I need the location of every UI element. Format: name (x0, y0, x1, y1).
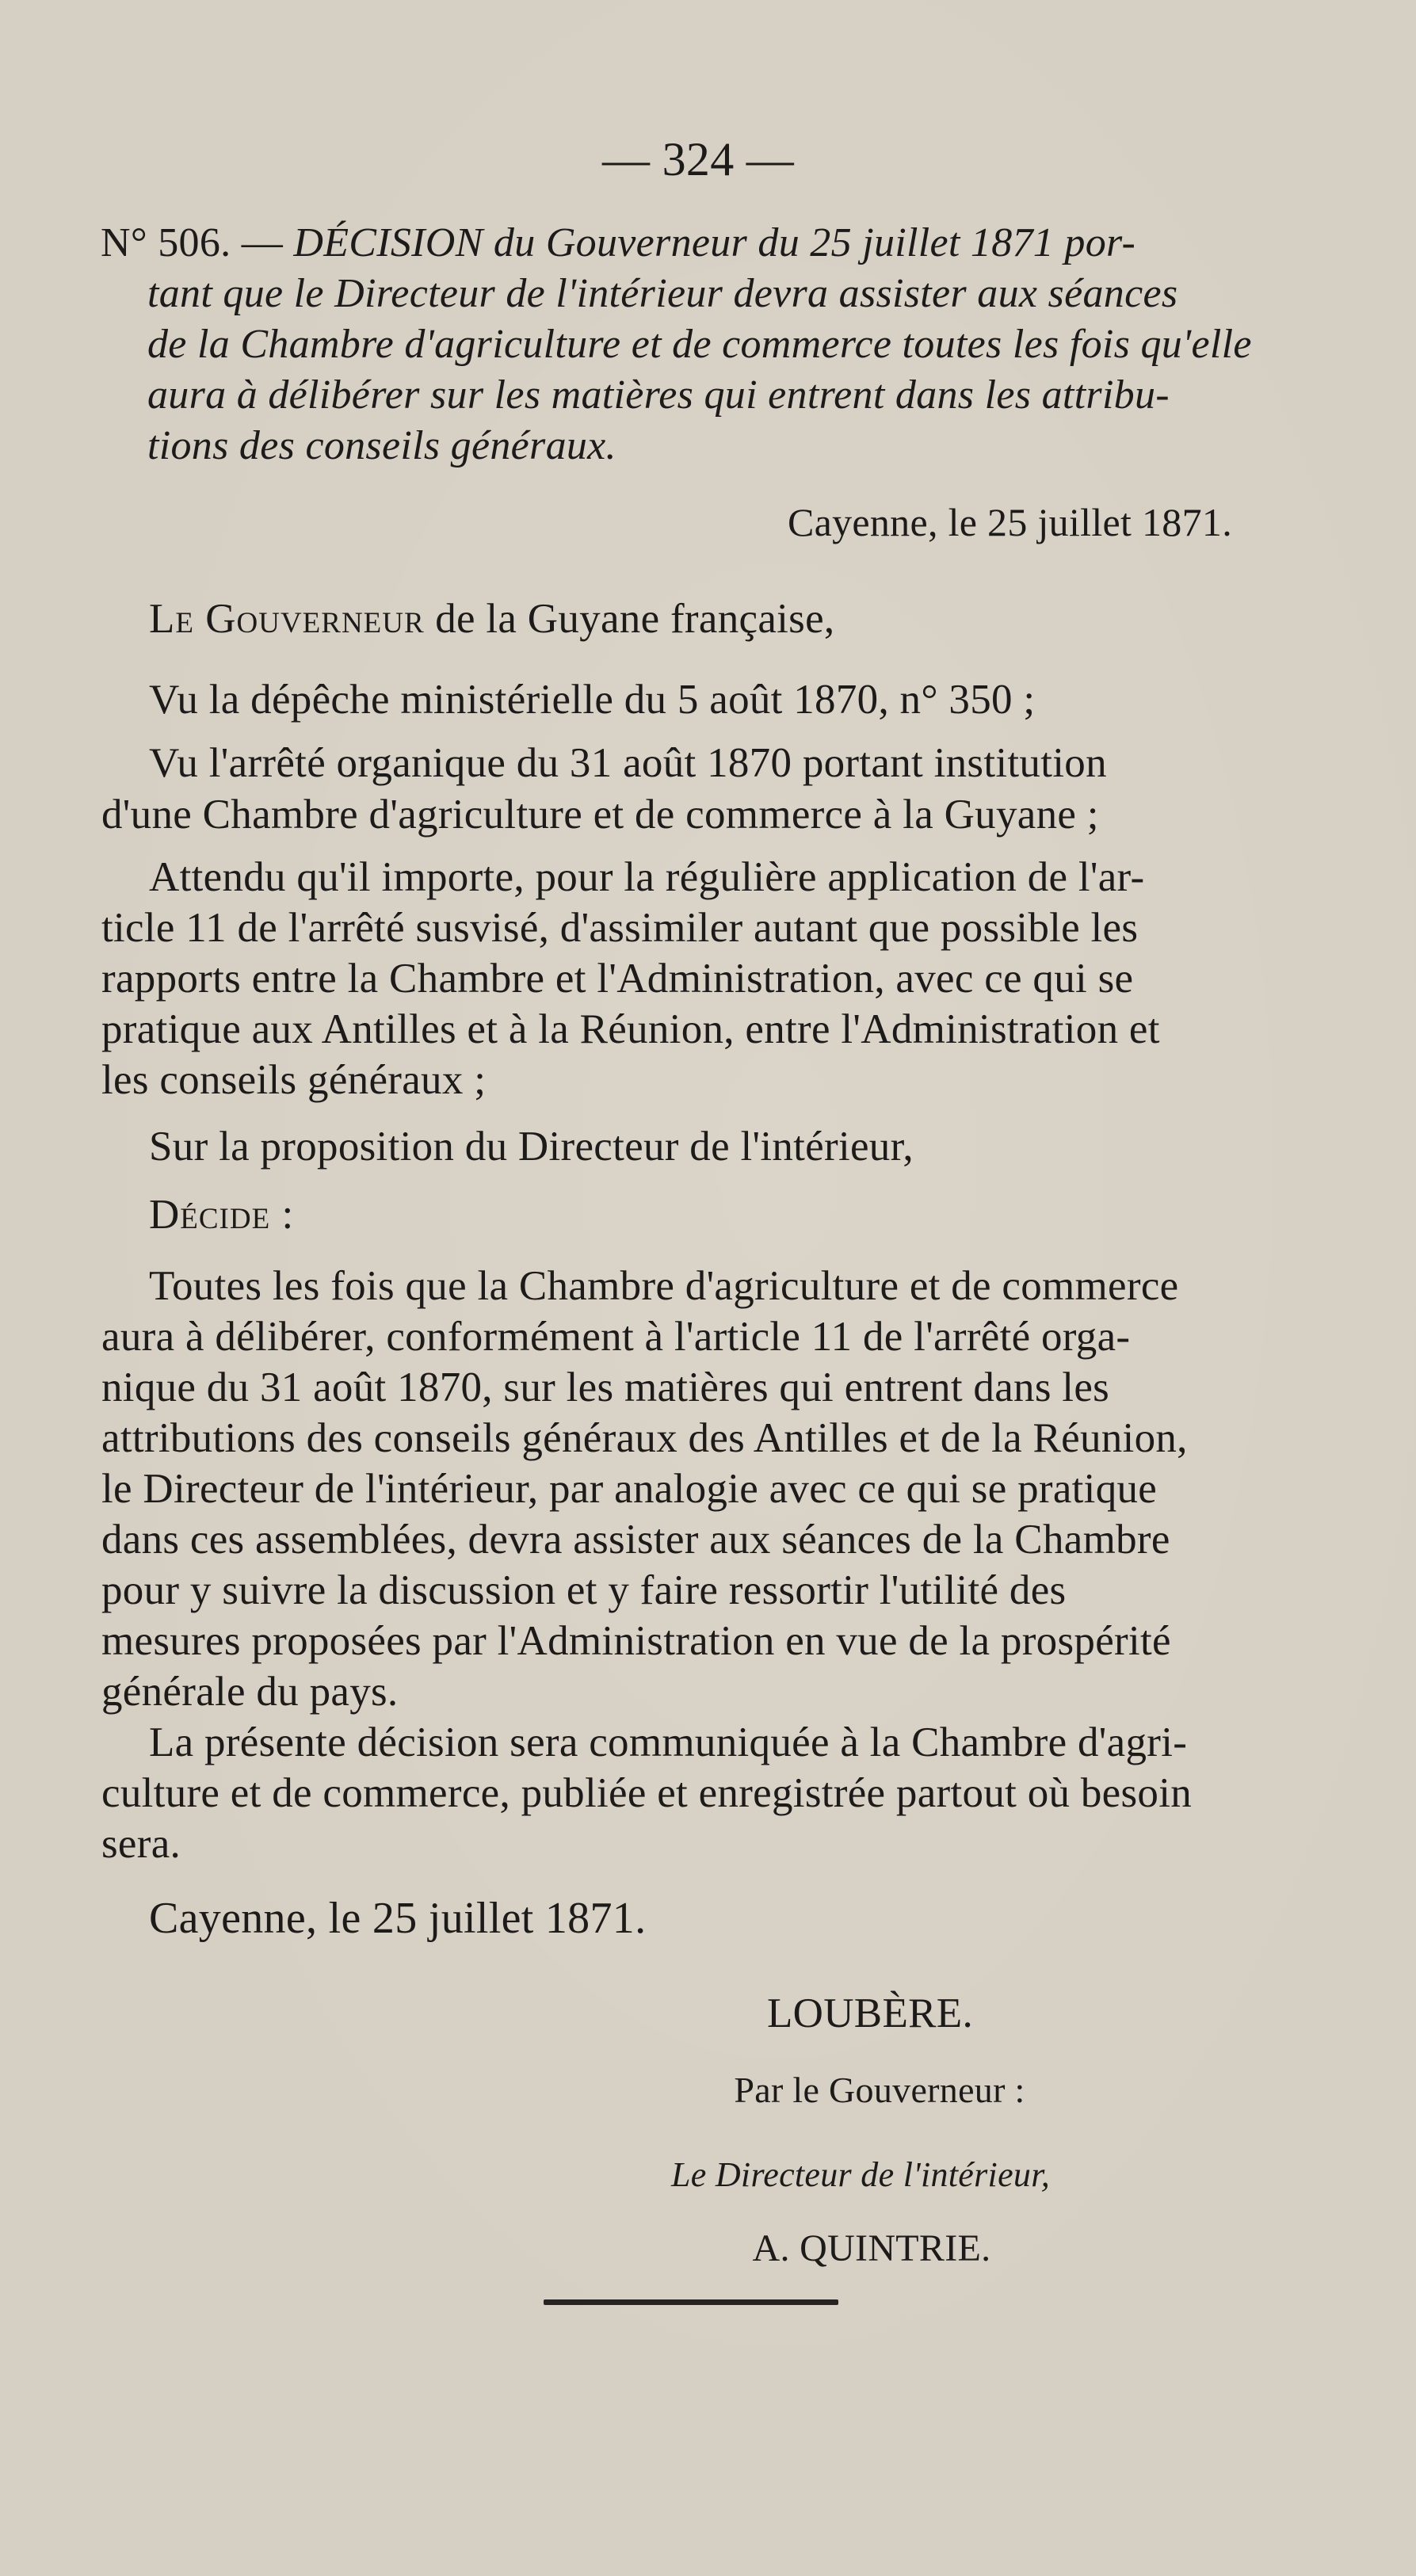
decision-number: N° 506. (101, 220, 231, 265)
opening-rest: de la Guyane française, (424, 596, 835, 642)
decision-title-line-4: aura à délibérer sur les matières qui entrent dans les attribu- (147, 372, 1170, 418)
decision-title-line-3: de la Chambre d'agriculture et de commerce toutes les fois qu'elle (147, 322, 1252, 367)
body-line-1: Vu la dépêche ministérielle du 5 août 1870, n° 350 ; (149, 677, 1036, 723)
decision-body-line-8: mesures proposées par l'Administration en vue de la prospérité (101, 1618, 1171, 1664)
decision-place-date: Cayenne, le 25 juillet 1871. (787, 500, 1232, 544)
decision-body-line-6: dans ces assemblées, devra assister aux séances de la Chambre (101, 1517, 1170, 1563)
body-line-8: les conseils généraux ; (101, 1057, 487, 1103)
body-line-2: Vu l'arrêté organique du 31 août 1870 portant institution (149, 740, 1107, 786)
body-line-9: Sur la proposition du Directeur de l'intérieur, (149, 1124, 914, 1170)
opening-line (149, 593, 834, 645)
decision-heading-line-1 (101, 217, 1305, 269)
body-line-4: Attendu qu'il importe, pour la régulière application de l'ar- (149, 854, 1145, 900)
decision-body-line-5: le Directeur de l'intérieur, par analogie avec ce qui se pratique (101, 1466, 1158, 1512)
decision-heading-dash: — (231, 220, 294, 265)
body-line-7: pratique aux Antilles et à la Réunion, entre l'Administration et (101, 1006, 1160, 1052)
closing-place-date: Cayenne, le 25 juillet 1871. (149, 1894, 647, 1943)
decision-title-line-2: tant que le Directeur de l'intérieur devra assister aux séances (147, 271, 1178, 316)
decision-body-line-10: La présente décision sera communiquée à la Chambre d'agri- (149, 1719, 1188, 1765)
decision-body-line-1: Toutes les fois que la Chambre d'agriculture et de commerce (149, 1263, 1179, 1309)
decision-title-line-5: tions des conseils généraux. (147, 423, 616, 468)
decide-heading: Décide : (149, 1192, 295, 1238)
decision-body-line-2: aura à délibérer, conformément à l'article 11 de l'arrêté orga- (101, 1314, 1131, 1360)
body-line-3: d'une Chambre d'agriculture et de commerce à la Guyane ; (101, 792, 1099, 838)
decision-title-line-1: DÉCISION du Gouverneur du 25 juillet 1871 por- (293, 220, 1136, 265)
director-name: A. QUINTRIE. (752, 2227, 991, 2269)
decision-body-line-9: générale du pays. (101, 1669, 399, 1715)
director-title: Le Directeur de l'intérieur, (670, 2155, 1051, 2194)
decision-body-line-7: pour y suivre la discussion et y faire ressortir l'utilité des (101, 1567, 1067, 1613)
governor-signature: LOUBÈRE. (766, 1990, 974, 2036)
body-line-5: ticle 11 de l'arrêté susvisé, d'assimiler autant que possible les (101, 905, 1139, 951)
page-number: — 324 — (602, 133, 795, 185)
body-line-6: rapports entre la Chambre et l'Administration, avec ce qui se (101, 956, 1134, 1002)
decision-body-line-3: nique du 31 août 1870, sur les matières qui entrent dans les (101, 1364, 1110, 1410)
decision-body-line-11: culture et de commerce, publiée et enregistrée partout où besoin (101, 1770, 1193, 1816)
decision-body-line-4: attributions des conseils généraux des Antilles et de la Réunion, (101, 1415, 1188, 1461)
by-order-line: Par le Gouverneur : (734, 2070, 1025, 2110)
decision-body-line-12: sera. (101, 1821, 181, 1867)
governor-title: Le Gouverneur (149, 596, 425, 642)
closing-rule (544, 2299, 838, 2305)
